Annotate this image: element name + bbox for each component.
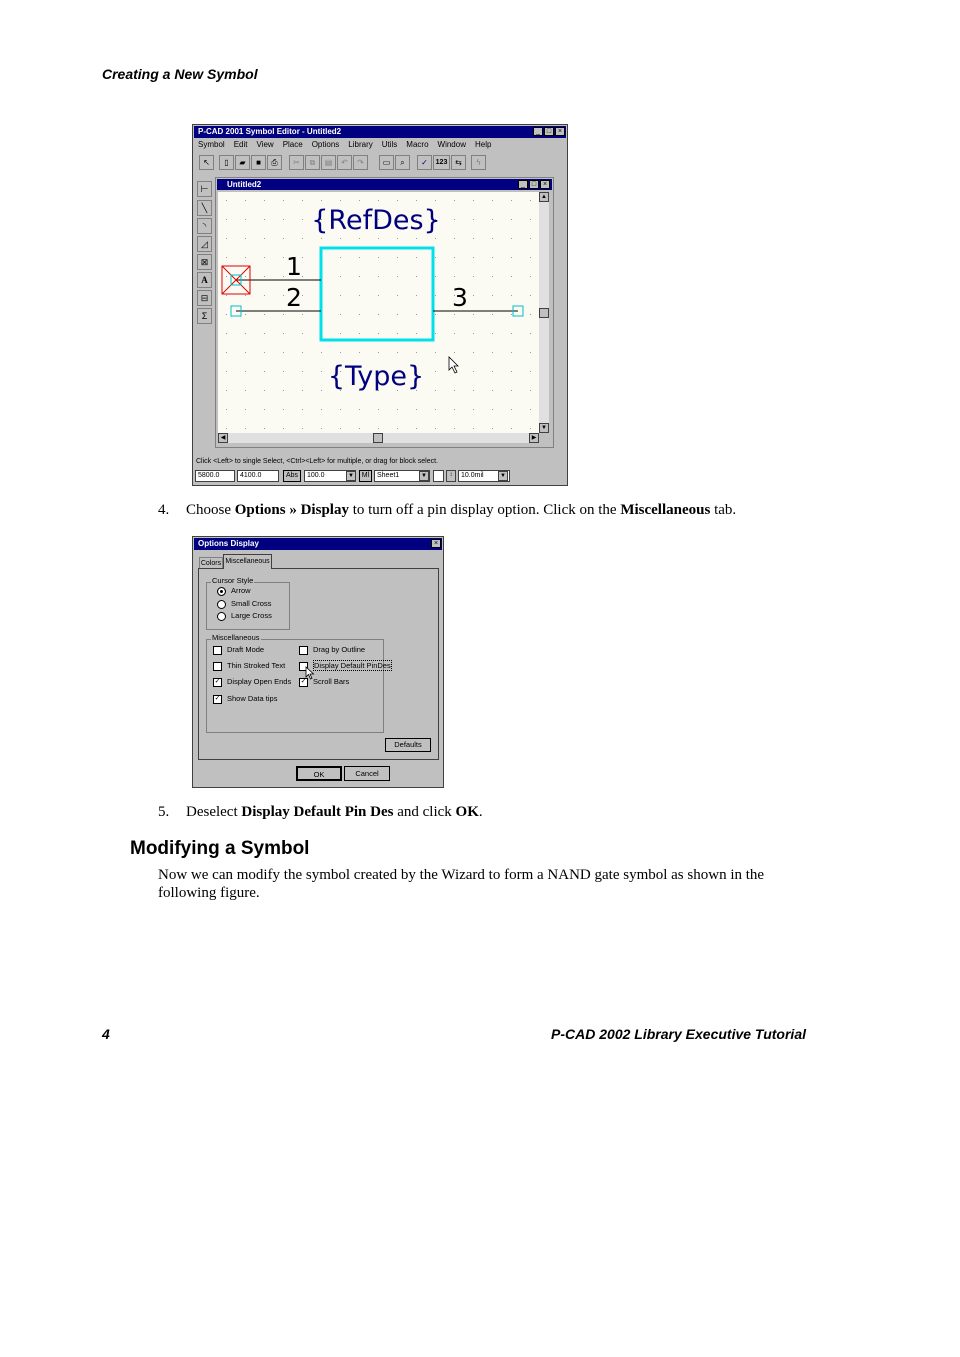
pin3-label[interactable]: 3 <box>452 283 468 312</box>
status-message: Click <Left> to single Select, <Ctrl><Left> for multiple, or drag for block select. <box>196 458 439 465</box>
pin2-label[interactable]: 2 <box>286 283 302 312</box>
step-number: 4. <box>158 502 170 518</box>
cancel-button[interactable]: Cancel <box>344 766 390 781</box>
step-bold: Display Default Pin Des <box>241 804 394 820</box>
checkbox-show-data-tips[interactable]: ✓ Show Data tips <box>214 694 278 703</box>
zoom-dropdown-icon[interactable]: ▼ <box>346 471 356 481</box>
radio-arrow[interactable] <box>217 586 251 596</box>
step-text: Choose <box>186 502 235 518</box>
dialog-close-icon[interactable]: × <box>431 539 441 548</box>
zoom-field[interactable]: 100.0 <box>304 470 356 482</box>
symbol-canvas[interactable] <box>218 192 539 433</box>
defaults-button[interactable]: Defaults <box>385 738 431 752</box>
maximize-icon[interactable]: □ <box>544 127 554 136</box>
tab-miscellaneous[interactable]: Miscellaneous <box>223 554 272 569</box>
child-window <box>215 177 554 448</box>
sheet-dropdown-icon[interactable]: ▼ <box>419 471 429 481</box>
menu-options[interactable]: Options <box>311 140 340 149</box>
tab-colors[interactable]: Colors <box>199 557 223 569</box>
validate-check-icon[interactable]: ✓ <box>417 155 432 170</box>
radio-large-cross[interactable] <box>217 611 272 621</box>
editor-menubar <box>198 140 500 149</box>
zoom-window-icon[interactable]: ▭ <box>379 155 394 170</box>
ml-button[interactable]: Ml <box>359 470 372 482</box>
place-text-icon[interactable]: A <box>197 272 212 288</box>
options-display-dialog <box>192 536 444 788</box>
scroll-thumb-v[interactable] <box>539 308 549 318</box>
save-icon[interactable]: ■ <box>251 155 266 170</box>
menu-help[interactable]: Help <box>474 140 492 149</box>
minimize-icon[interactable]: _ <box>533 127 543 136</box>
menu-macro[interactable]: Macro <box>406 140 429 149</box>
section-paragraph: Now we can modify the symbol created by the Wizard to form a NAND gate symbol as shown in the following figure. <box>158 867 765 901</box>
step-text: . <box>478 804 483 820</box>
checkbox-thin-stroked-text[interactable] <box>213 661 285 671</box>
close-icon[interactable]: × <box>555 127 565 136</box>
checkbox-label: Display Default PinDes <box>314 661 391 670</box>
checkbox-display-open-ends[interactable]: ✓ Display Open Ends <box>214 677 292 686</box>
cursor-style-label: Cursor Style <box>212 576 254 585</box>
place-ref-point-icon[interactable]: ⊠ <box>197 254 212 270</box>
checkbox-label: Display Open Ends <box>227 677 292 686</box>
layer-color-swatch[interactable] <box>433 470 444 482</box>
child-minimize-icon[interactable]: _ <box>518 180 528 189</box>
place-attribute-icon[interactable]: Σ <box>197 308 212 324</box>
page-number: 4 <box>102 1026 110 1042</box>
checkbox-drag-by-outline[interactable] <box>299 645 365 655</box>
grid-spin-icon[interactable]: ↕ <box>446 470 456 482</box>
copy-icon[interactable]: ⧉ <box>305 155 320 170</box>
step-text: to turn off a pin display option. Click on the <box>348 502 621 518</box>
footer-title: P-CAD 2002 Library Executive Tutorial <box>551 1026 806 1042</box>
dialog-title: Options Display <box>198 539 259 548</box>
step-bold: Options » Display <box>234 502 349 518</box>
grid-dropdown-icon[interactable]: ▼ <box>498 471 508 481</box>
scroll-left-icon[interactable]: ◀ <box>218 433 228 443</box>
type-label[interactable]: {Type} <box>327 361 425 392</box>
menu-edit[interactable]: Edit <box>233 140 248 149</box>
step-bold: OK <box>455 804 479 820</box>
new-file-icon[interactable]: ▯ <box>219 155 234 170</box>
step-text: tab. <box>710 502 737 518</box>
place-line-icon[interactable]: ╲ <box>197 200 212 216</box>
place-polygon-icon[interactable]: ◿ <box>197 236 212 252</box>
menu-utils[interactable]: Utils <box>381 140 398 149</box>
place-pin-icon[interactable]: ⊢ <box>197 181 212 197</box>
menu-place[interactable]: Place <box>282 140 303 149</box>
open-folder-icon[interactable]: ▰ <box>235 155 250 170</box>
misc-label: Miscellaneous <box>212 633 260 642</box>
menu-view[interactable]: View <box>256 140 274 149</box>
editor-titlebar <box>194 126 566 138</box>
step-text: and click <box>393 804 456 820</box>
checkbox-draft-mode[interactable] <box>213 645 264 655</box>
redo-icon[interactable]: ↷ <box>353 155 368 170</box>
scroll-down-icon[interactable]: ▼ <box>539 423 549 433</box>
paste-icon[interactable]: ▤ <box>321 155 336 170</box>
menu-symbol[interactable]: Symbol <box>198 140 225 149</box>
step-text: Deselect <box>186 804 242 820</box>
menu-window[interactable]: Window <box>437 140 466 149</box>
pin1-label[interactable]: 1 <box>286 252 302 281</box>
undo-icon[interactable]: ↶ <box>337 155 352 170</box>
step-number: 5. <box>158 804 170 820</box>
radio-label: Large Cross <box>231 611 272 620</box>
checkbox-label: Draft Mode <box>227 645 265 654</box>
section-heading: Modifying a Symbol <box>130 838 310 859</box>
pin-number-button[interactable]: 123 <box>433 155 450 170</box>
print-icon[interactable]: ⎙ <box>267 155 282 170</box>
scroll-up-icon[interactable]: ▲ <box>539 192 549 202</box>
mouse-cursor-icon <box>305 666 315 680</box>
lightning-icon[interactable]: ϟ <box>471 155 486 170</box>
checkbox-label: Show Data tips <box>227 694 278 703</box>
child-maximize-icon[interactable]: □ <box>529 180 539 189</box>
checkbox-label: Thin Stroked Text <box>227 661 286 670</box>
ok-button[interactable]: OK <box>296 766 342 781</box>
running-header: Creating a New Symbol <box>102 66 258 82</box>
child-close-icon[interactable]: × <box>540 180 550 189</box>
abs-button[interactable]: Abs <box>283 470 301 482</box>
y-coordinate-field[interactable]: 4100.0 <box>237 470 279 482</box>
step-4 <box>158 502 736 519</box>
sheet-field[interactable]: Sheet1 <box>374 470 430 482</box>
place-arc-icon[interactable]: ◝ <box>197 218 212 234</box>
child-title: Untitled2 <box>227 180 262 189</box>
checkbox-label: Scroll Bars <box>313 677 350 686</box>
grid-field[interactable]: 10.0mil <box>458 470 510 482</box>
renumber-icon[interactable]: ⇆ <box>451 155 466 170</box>
checkbox-scroll-bars[interactable]: ✓ Scroll Bars <box>300 677 350 686</box>
scroll-right-icon[interactable]: ▶ <box>529 433 539 443</box>
cut-icon[interactable]: ✂ <box>289 155 304 170</box>
editor-title: P-CAD 2001 Symbol Editor - Untitled2 <box>198 127 342 136</box>
dialog-titlebar <box>194 538 442 550</box>
step-5 <box>158 804 483 821</box>
radio-label: Small Cross <box>231 599 272 608</box>
scroll-thumb-h[interactable] <box>373 433 383 443</box>
refdes-label[interactable]: {RefDes} <box>311 205 441 236</box>
symbol-editor-window <box>192 124 568 486</box>
x-coordinate-field[interactable]: 5800.0 <box>195 470 235 482</box>
select-arrow-icon[interactable]: ↖ <box>199 155 214 170</box>
step-bold: Miscellaneous <box>620 502 711 518</box>
place-field-icon[interactable]: ⊟ <box>197 290 212 306</box>
child-titlebar <box>217 179 552 190</box>
checkbox-label: Drag by Outline <box>313 645 366 654</box>
radio-small-cross[interactable] <box>217 599 271 609</box>
radio-label: Arrow <box>231 586 251 595</box>
menu-library[interactable]: Library <box>348 140 373 149</box>
zoom-icon[interactable]: ⌕ <box>395 155 410 170</box>
